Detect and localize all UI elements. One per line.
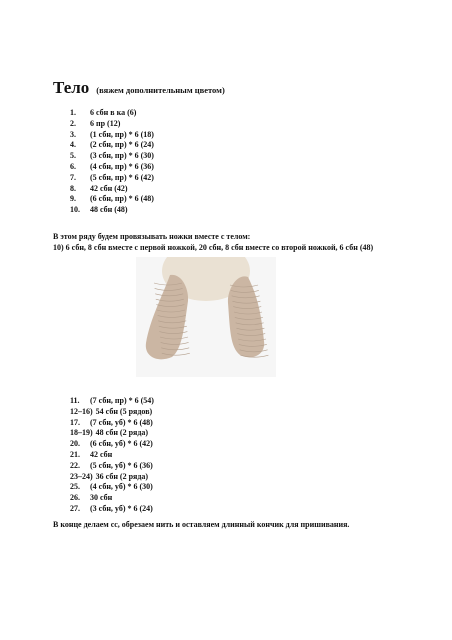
list-item-text: 6 пр (12) (90, 118, 121, 128)
list-item-number: 10. (70, 205, 80, 215)
list-item (70, 184, 154, 195)
list-item (70, 450, 154, 461)
list-item-text: (1 сбн, пр) * 6 (18) (90, 129, 154, 139)
list-item-text: 36 сбн (2 ряда) (95, 471, 149, 481)
list-item-number: 9. (70, 194, 76, 204)
list-item-number: 3. (70, 129, 76, 139)
list-item-number: 2. (70, 118, 76, 128)
list-item-number: 12–16) (70, 406, 93, 416)
list-item (70, 428, 154, 439)
list-item (70, 162, 154, 173)
list-item (70, 472, 154, 483)
list-item-text: (3 сбн, пр) * 6 (30) (90, 151, 154, 161)
crochet-legs-photo-icon (136, 257, 276, 377)
list-item-text: (5 сбн, уб) * 6 (36) (90, 460, 153, 470)
list-item (70, 504, 154, 515)
list-item-text: 6 сбн в ка (6) (90, 108, 137, 117)
list-item-text: (2 сбн, пр) * 6 (24) (90, 140, 154, 150)
list-item (70, 205, 154, 216)
round-list-2 (70, 396, 154, 515)
list-item-text: 42 сбн (42) (90, 183, 128, 193)
list-item-text: (4 сбн, пр) * 6 (36) (90, 161, 154, 171)
paragraph-legs-instructions (53, 232, 403, 253)
list-item (70, 173, 154, 184)
list-item-text: 48 сбн (2 ряда) (95, 428, 149, 438)
list-item-number: 7. (70, 172, 76, 182)
list-item (70, 396, 154, 407)
list-item-number: 22. (70, 460, 80, 470)
list-item (70, 119, 154, 130)
title-subtitle: (вяжем дополнительным цветом) (96, 85, 225, 95)
crochet-legs-photo (136, 257, 276, 377)
list-item (70, 108, 154, 119)
paragraph-line-intro: В этом ряду будем провязывать ножки вместе с телом: (53, 232, 251, 241)
paragraph-line-round10: 10) 6 сбн, 8 сбн вместе с первой ножкой, 20 сбн, 8 сбн вместе со второй ножкой, 6 сбн (48) (53, 242, 374, 252)
list-item (70, 493, 154, 504)
paragraph-finishing: В конце делаем сс, обрезаем нить и оставляем длинный кончик для пришивания. (53, 520, 350, 529)
list-item-text: 30 сбн (90, 493, 113, 503)
list-item-text: (6 сбн, пр) * 6 (48) (90, 194, 154, 204)
round-list-1 (70, 108, 154, 216)
list-item-number: 27. (70, 503, 80, 513)
list-item (70, 482, 154, 493)
section-title (53, 78, 225, 98)
list-item-text: 42 сбн (90, 449, 113, 459)
list-item-number: 25. (70, 482, 80, 492)
list-item (70, 407, 154, 418)
list-item-number: 23–24) (70, 471, 93, 481)
list-item-number: 5. (70, 151, 76, 161)
list-item-number: 1. (70, 108, 76, 117)
list-item (70, 130, 154, 141)
list-item-text: (7 сбн, уб) * 6 (48) (90, 417, 153, 427)
list-item-text: 54 сбн (5 рядов) (95, 406, 153, 416)
list-item-number: 21. (70, 449, 80, 459)
list-item-number: 11. (70, 396, 80, 405)
list-item (70, 461, 154, 472)
list-item-text: (5 сбн, пр) * 6 (42) (90, 172, 154, 182)
list-item-number: 6. (70, 161, 76, 171)
list-item-number: 18–19) (70, 428, 93, 438)
list-item-text: (6 сбн, уб) * 6 (42) (90, 439, 153, 449)
list-item (70, 194, 154, 205)
list-item (70, 140, 154, 151)
list-item-number: 26. (70, 493, 80, 503)
list-item-text: (7 сбн, пр) * 6 (54) (90, 396, 154, 405)
list-item-text: (4 сбн, уб) * 6 (30) (90, 482, 153, 492)
title-main: Тело (53, 78, 90, 97)
list-item (70, 151, 154, 162)
list-item (70, 439, 154, 450)
list-item (70, 418, 154, 429)
list-item-number: 8. (70, 183, 76, 193)
list-item-text: (3 сбн, уб) * 6 (24) (90, 503, 153, 513)
list-item-number: 20. (70, 439, 80, 449)
list-item-number: 4. (70, 140, 76, 150)
list-item-number: 17. (70, 417, 80, 427)
list-item-text: 48 сбн (48) (90, 205, 128, 215)
